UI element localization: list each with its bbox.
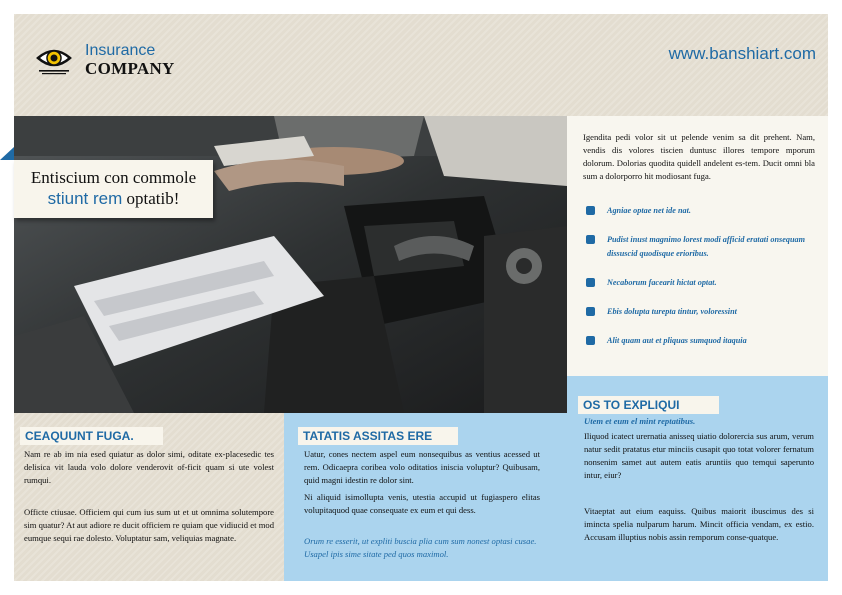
section-heading: OS TO EXPLIQUI: [578, 396, 719, 414]
headline-highlight: stiunt rem: [47, 189, 123, 208]
list-item: [583, 204, 823, 218]
italic-quote: Orum re esserit, ut expliti buscia plia cum sum nonest optasi cusae. Usapel ipis sime sitate ped quos maximol.: [304, 536, 537, 559]
list-item: [583, 233, 823, 261]
paragraph: Uatur, cones nectem aspel eum nonsequibus as ventius acessed ut rem. Odicaepra coribea volo oditatios iniscia voluptur? Quibusam, quid magni idestin re dolor sint.: [304, 449, 540, 485]
headline-line2: [14, 188, 213, 209]
paragraph: Ni aliquid isimollupta venis, utestia accupid ut fugiaspero elitas volupitaquod quae consequate ex eum et qui dess.: [304, 492, 540, 515]
bullet-icon: [586, 307, 595, 316]
website-link[interactable]: www.banshiart.com: [668, 44, 816, 63]
headline-line1: Entiscium con commole: [30, 168, 197, 187]
callout-corner: [0, 147, 14, 160]
bullet-icon: [586, 278, 595, 287]
paragraph: Nam re ab im nia esed quiatur as dolor simi, oditate ex-placesedic tes delisica vit lauda volo dolore venderovit of-ficit quam si ute volest rumqui.: [24, 449, 274, 485]
header: [14, 14, 828, 116]
section-heading: CEAQUUNT FUGA.: [20, 427, 163, 445]
brand-name-top: Insurance: [85, 42, 156, 59]
headline-rest: optatib!: [122, 189, 180, 208]
list-item-text: Pudist inust magnimo lorest modi afficid eratati onsequam dissuscid quodisque erioribus.: [607, 235, 805, 258]
left-column: [14, 413, 284, 581]
explain-panel: [567, 376, 828, 581]
brand-name-bottom: COMPANY: [85, 59, 175, 78]
feature-list: [583, 204, 823, 363]
bullet-icon: [586, 206, 595, 215]
paragraph: Officte ctiusae. Officiem qui cum ius sum ut et ut omnima solutempore sim quatur? At aut adiore re ducit officiem re quiam que vidiucid et mod eumque sequi rae dolesto. Voluptatur sam, veliquias magnate.: [24, 507, 274, 543]
eye-logo-icon: [36, 42, 72, 78]
brochure-page: [14, 14, 828, 581]
bullet-icon: [586, 235, 595, 244]
list-item-text: Agniae optae net ide nat.: [607, 206, 691, 215]
section-subheading: Utem et eum el mint reptatibus.: [584, 416, 696, 426]
list-item: [583, 334, 823, 348]
list-item: [583, 305, 823, 319]
list-item-text: Necaborum facearit hictat optat.: [607, 278, 717, 287]
intro-paragraph: Igendita pedi volor sit ut pelende venim sa dit prehent. Nam, vendis dis volores tiscien duntusc illores tempore mporum dolorum. Dolorias quodita quidell andelent es-tem. Ducit omni bla sum a dolorporro hit modiosant fuga.: [583, 132, 815, 181]
headline-callout: [14, 160, 213, 218]
paragraph: Iliquod icatect urernatia anisseq uiatio dolorercia sus arum, verum natur sedit pratatus etur minciis cusapit quo totat volorer fernatum nonsenim samet aut autem eatis aruntiis quo temqui saperunto intur, eiur?: [584, 431, 814, 480]
paragraph: Vitaeptat aut eium eaquiss. Quibus maiorit ibuscimus des si imincta spelia nulparum harum. Mincit officia vendam, ex estio. Accusam illuptius nobis assin remporum conse-quatque.: [584, 506, 814, 542]
middle-column: [284, 413, 567, 581]
list-item-text: Alit quam aut et pliquas sumquod itaquia: [607, 336, 747, 345]
list-item: [583, 276, 823, 290]
list-item-text: Ebis dolupta turepta tintur, voloressint: [607, 307, 737, 316]
intro-panel: [567, 116, 828, 376]
bullet-icon: [586, 336, 595, 345]
section-heading: TATATIS ASSITAS ERE: [298, 427, 458, 445]
